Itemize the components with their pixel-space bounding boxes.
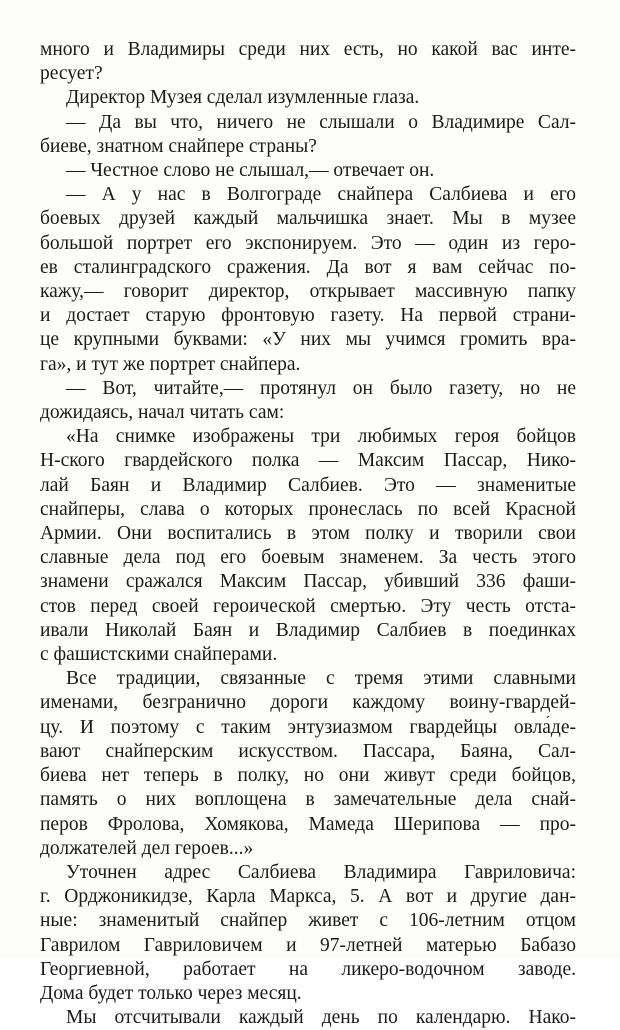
text-line: должателей дел героев...»	[40, 837, 254, 859]
text-line: перов Фролова, Хомякова, Мамеда Шерипова — про-	[40, 813, 576, 835]
text-line: Георгиевной, работает на ликеро-водочном заводе.	[40, 958, 576, 980]
text-line: вают снайперским искусством. Пассара, Баяна, Сал-	[40, 740, 576, 762]
text-line: — Да вы что, ничего не слышали о Владимире Сал-	[66, 111, 576, 133]
text-line: цу. И поэтому с таким энтузиазмом гвардейцы овла́де-	[40, 716, 576, 738]
page-text-body	[40, 38, 576, 1030]
text-line: много и Владимиры среди них есть, но какой вас инте-	[40, 39, 576, 60]
text-line: память о них воплощена в замечательные дела снай-	[40, 789, 576, 811]
text-line: биеве, знатном снайпере страны?	[40, 135, 317, 157]
text-line: Мы отсчитывали каждый день по календарю. Нако-	[66, 1007, 576, 1029]
text-line: — Вот, читайте,— протянул он было газету, но не	[66, 377, 576, 399]
text-line: — Честное слово не слышал,— отвечает он.	[66, 160, 435, 182]
text-line: и достает старую фронтовую газету. На первой страни-	[40, 305, 576, 327]
text-line: це крупными буквами: «У них мы учимся громить вра-	[40, 329, 576, 351]
text-line: снайперы, слава о которых пронеслась по всей Красной	[40, 498, 576, 520]
text-line: большой портрет его экспонируем. Это — один из геро-	[40, 232, 576, 254]
text-line: с фашистскими снайперами.	[40, 644, 278, 666]
text-line: Все традиции, связанные с тремя этими славными	[66, 668, 576, 690]
text-line: Дома будет только через месяц.	[40, 982, 302, 1004]
text-line: Гаврилом Гавриловичем и 97-летней матерью Бабазо	[40, 934, 576, 956]
text-line: боевых друзей каждый мальчишка знает. Мы в музее	[40, 208, 576, 230]
text-line: Н-ского гвардейского полка — Максим Пассар, Нико-	[40, 450, 576, 472]
text-line: славные дела под его боевым знаменем. За честь этого	[40, 547, 576, 569]
text-line: дожидаясь, начал читать сам:	[40, 402, 285, 424]
text-line: именами, безгранично дороги каждому воину-гвардей-	[40, 692, 576, 714]
text-line: биева нет теперь в полку, но они живут среди бойцов,	[40, 765, 576, 787]
text-line: Директор Музея сделал изумленные глаза.	[66, 87, 420, 109]
text-line: г. Орджоникидзе, Карла Маркса, 5. А вот и другие дан-	[40, 886, 576, 908]
text-line: Армии. Они воспитались в этом полку и творили свои	[40, 523, 576, 545]
text-line: «На снимке изображены три любимых героя бойцов	[66, 426, 576, 448]
text-line: га», и тут же портрет снайпера.	[40, 353, 301, 375]
text-line: лай Баян и Владимир Салбиев. Это — знаменитые	[40, 474, 576, 496]
text-line: ев сталинградского сражения. Да вот я вам сейчас по-	[40, 256, 576, 278]
text-line: знамени сражался Максим Пассар, убивший 336 фаши-	[40, 571, 576, 593]
text-line: кажу,— говорит директор, открывает массивную папку	[40, 281, 576, 303]
text-line: Уточнен адрес Салбиева Владимира Гавриловича:	[66, 861, 576, 883]
text-line: ресует?	[40, 63, 103, 85]
text-line: стов перед своей героической смертью. Эту честь отста-	[40, 595, 576, 617]
text-line: ные: знаменитый снайпер живет с 106-летним отцом	[40, 910, 576, 932]
text-line: — А у нас в Волгограде снайпера Салбиева и его	[66, 184, 576, 206]
text-line: ивали Николай Баян и Владимир Салбиев в поединках	[40, 619, 576, 641]
